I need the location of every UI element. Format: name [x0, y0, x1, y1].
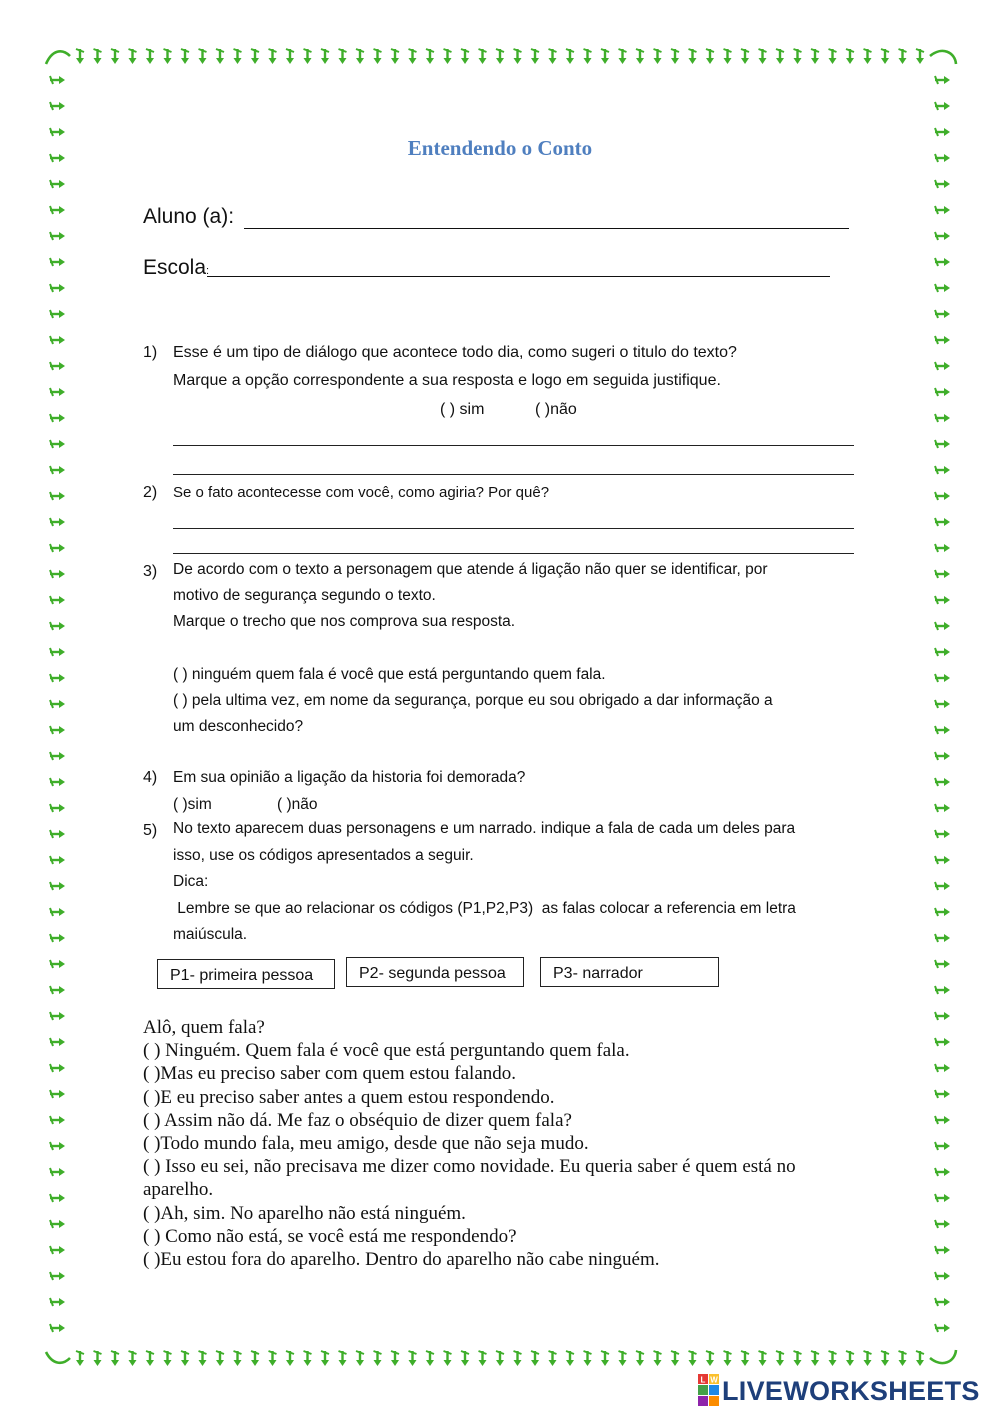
border-arrow-top [794, 49, 802, 64]
border-arrow-bottom [251, 1351, 259, 1366]
question-5-line-5: maiúscula. [173, 926, 248, 943]
border-arrow-right [935, 232, 950, 240]
border-arrow-right [935, 102, 950, 110]
border-arrow-top [899, 49, 907, 64]
border-arrow-right [935, 1012, 950, 1020]
border-arrow-top [216, 49, 224, 64]
border-arrow-top [584, 49, 592, 64]
border-arrow-left [50, 778, 65, 786]
dialogue-line-9: ( )Eu estou fora do aparelho. Dentro do aparelho não cabe ninguém. [143, 1249, 660, 1271]
question-3-line-3: Marque o trecho que nos comprova sua resposta. [173, 613, 516, 630]
question-3-choice-2-continued: um desconhecido? [173, 718, 304, 735]
border-arrow-bottom [899, 1351, 907, 1366]
border-arrow-bottom [794, 1351, 802, 1366]
border-arrow-right [935, 1220, 950, 1228]
dialogue-line-2: ( )Mas eu preciso saber com quem estou falando. [143, 1063, 517, 1085]
question-4-option-nao[interactable]: ( )não [277, 796, 318, 813]
question-1-line-2: Marque a opção correspondente a sua resposta e logo em seguida justifique. [173, 372, 721, 389]
border-arrow-top [619, 49, 627, 64]
border-arrow-top [514, 49, 522, 64]
border-arrow-left [50, 726, 65, 734]
question-4-text: Em sua opinião a ligação da historia foi demorada? [173, 769, 526, 786]
border-arrow-right [935, 882, 950, 890]
border-arrow-top [164, 49, 172, 64]
border-arrow-left [50, 960, 65, 968]
border-arrow-top [916, 49, 924, 64]
border-arrow-left [50, 1090, 65, 1098]
border-arrow-left [50, 674, 65, 682]
border-arrow-right [935, 128, 950, 136]
dialogue-line-0: Alô, quem fala? [143, 1017, 265, 1038]
question-1-line-1: Esse é um tipo de diálogo que acontece todo dia, como sugeri o titulo do texto? [173, 344, 737, 361]
code-box-p3: P3- narrador [540, 957, 719, 987]
border-arrow-bottom [199, 1351, 207, 1366]
border-arrow-left [50, 128, 65, 136]
border-arrow-top [374, 49, 382, 64]
border-arrow-bottom [916, 1351, 924, 1366]
border-arrow-right [935, 856, 950, 864]
border-arrow-bottom [724, 1351, 732, 1366]
border-arrow-top [566, 49, 574, 64]
border-arrow-left [50, 1012, 65, 1020]
logo-letter-l: L [700, 1375, 706, 1385]
dialogue-text [143, 1016, 863, 1271]
border-arrow-left [50, 1246, 65, 1254]
question-5-line-3: Dica: [173, 873, 209, 890]
border-arrow-left [50, 570, 65, 578]
border-arrow-bottom [584, 1351, 592, 1366]
border-arrow-bottom [374, 1351, 382, 1366]
border-arrow-top [549, 49, 557, 64]
dialogue-line-1: ( ) Ninguém. Quem fala é você que está perguntando quem fala. [143, 1040, 630, 1062]
border-arrow-left [50, 1168, 65, 1176]
border-arrow-bottom [636, 1351, 644, 1366]
liveworksheets-logo-icon [698, 1374, 720, 1410]
border-arrow-right [935, 986, 950, 994]
border-arrow-left [50, 1220, 65, 1228]
border-arrow-right [935, 258, 950, 266]
border-arrow-bottom [496, 1351, 504, 1366]
question-1-text [173, 339, 737, 395]
question-1-answer-line-2[interactable] [173, 474, 854, 475]
border-arrow-top [829, 49, 837, 64]
border-arrow-top [846, 49, 854, 64]
border-arrow-right [935, 206, 950, 214]
question-3-number: 3) [143, 563, 158, 580]
border-arrow-bottom [181, 1351, 189, 1366]
border-arrow-left [50, 544, 65, 552]
border-arrow-left [50, 232, 65, 240]
border-arrow-right [935, 908, 950, 916]
border-arrow-left [50, 336, 65, 344]
border-arrow-right [935, 76, 950, 84]
border-arrow-top [881, 49, 889, 64]
question-5-number: 5) [143, 822, 158, 839]
border-arrow-left [50, 804, 65, 812]
border-arrow-left [50, 1116, 65, 1124]
border-arrow-right [935, 1038, 950, 1046]
question-1-answer-line-1[interactable] [173, 445, 854, 446]
border-arrow-right [935, 830, 950, 838]
border-arrow-right [935, 1090, 950, 1098]
border-arrow-top [181, 49, 189, 64]
border-arrow-bottom [409, 1351, 417, 1366]
border-arrow-bottom [881, 1351, 889, 1366]
question-5-line-2: isso, use os códigos apresentados a seguir. [173, 846, 474, 864]
border-arrow-right [935, 1064, 950, 1072]
border-arrow-top [776, 49, 784, 64]
border-arrow-left [50, 856, 65, 864]
border-arrow-left [50, 206, 65, 214]
border-arrow-top [654, 49, 662, 64]
border-arrow-left [50, 258, 65, 266]
border-arrow-top [426, 49, 434, 64]
border-arrow-left [50, 700, 65, 708]
logo-letter-w: W [710, 1375, 718, 1385]
school-colon: : [206, 265, 210, 277]
border-arrow-bottom [391, 1351, 399, 1366]
border-arrow-bottom [531, 1351, 539, 1366]
border-arrow-right [935, 804, 950, 812]
border-arrow-right [935, 596, 950, 604]
border-arrow-left [50, 76, 65, 84]
border-arrow-top [741, 49, 749, 64]
border-arrow-top [811, 49, 819, 64]
border-arrow-right [935, 466, 950, 474]
border-arrow-right [935, 388, 950, 396]
border-arrow-top [269, 49, 277, 64]
border-arrow-bottom [94, 1351, 102, 1366]
dialogue-line-4: ( ) Assim não dá. Me faz o obséquio de dizer quem fala? [143, 1109, 572, 1131]
dialogue-line-3: ( )E eu preciso saber antes a quem estou respondendo. [143, 1086, 555, 1108]
border-arrow-top [636, 49, 644, 64]
border-arrow-bottom [164, 1351, 172, 1366]
border-arrow-top [864, 49, 872, 64]
border-arrow-bottom [671, 1351, 679, 1366]
border-arrow-top [146, 49, 154, 64]
border-arrow-left [50, 492, 65, 500]
border-arrow-right [935, 1246, 950, 1254]
border-arrow-right [935, 960, 950, 968]
border-arrow-left [50, 648, 65, 656]
border-arrow-bottom [216, 1351, 224, 1366]
border-arrow-right [935, 726, 950, 734]
border-arrow-top [671, 49, 679, 64]
border-arrow-right [935, 284, 950, 292]
border-arrow-bottom [304, 1351, 312, 1366]
border-arrow-left [50, 934, 65, 942]
code-box-p1: P1- primeira pessoa [157, 959, 335, 989]
border-arrow-top [199, 49, 207, 64]
question-2-answer-line-2[interactable] [173, 553, 854, 554]
border-arrow-top [76, 49, 84, 64]
border-arrow-left [50, 180, 65, 188]
border-arrow-right [935, 310, 950, 318]
border-arrow-left [50, 466, 65, 474]
border-arrow-right [935, 648, 950, 656]
border-arrow-bottom [864, 1351, 872, 1366]
border-arrow-top [111, 49, 119, 64]
school-label: Escola [143, 256, 207, 279]
border-arrow-top [461, 49, 469, 64]
border-arrow-top [251, 49, 259, 64]
border-arrow-right [935, 440, 950, 448]
border-arrow-bottom [129, 1351, 137, 1366]
border-arrow-bottom [234, 1351, 242, 1366]
border-arrow-right [935, 518, 950, 526]
border-arrow-bottom [286, 1351, 294, 1366]
question-1-number: 1) [143, 344, 158, 361]
border-arrow-bottom [76, 1351, 84, 1366]
question-5-line-4: Lembre se que ao relacionar os códigos (P1,P2,P3) as falas colocar a referencia em letra [173, 899, 796, 917]
border-arrow-left [50, 388, 65, 396]
border-arrow-right [935, 1194, 950, 1202]
border-arrow-left [50, 908, 65, 916]
border-arrow-right [935, 1168, 950, 1176]
border-arrow-top [94, 49, 102, 64]
border-arrow-bottom [654, 1351, 662, 1366]
border-arrow-top [531, 49, 539, 64]
question-3-line-2: motivo de segurança segundo o texto. [173, 587, 436, 604]
border-arrow-left [50, 1142, 65, 1150]
question-5-line-1: No texto aparecem duas personagens e um narrado. indique a fala de cada um deles para [173, 820, 796, 837]
border-arrow-left [50, 102, 65, 110]
border-arrow-bottom [619, 1351, 627, 1366]
border-arrow-top [356, 49, 364, 64]
border-arrow-top [234, 49, 242, 64]
border-arrow-top [601, 49, 609, 64]
question-4-option-sim[interactable]: ( )sim [173, 796, 212, 813]
border-arrow-right [935, 570, 950, 578]
border-arrow-bottom [741, 1351, 749, 1366]
border-arrow-top [689, 49, 697, 64]
border-arrow-right [935, 1272, 950, 1280]
border-arrow-right [935, 1142, 950, 1150]
border-arrow-right [935, 700, 950, 708]
border-arrow-bottom [479, 1351, 487, 1366]
border-arrow-right [935, 934, 950, 942]
border-arrow-top [479, 49, 487, 64]
border-arrow-bottom [146, 1351, 154, 1366]
border-arrow-left [50, 518, 65, 526]
border-arrow-bottom [706, 1351, 714, 1366]
border-arrow-left [50, 284, 65, 292]
border-arrow-right [935, 180, 950, 188]
border-arrow-right [935, 544, 950, 552]
border-arrow-left [50, 1298, 65, 1306]
border-arrow-top [444, 49, 452, 64]
liveworksheets-brand[interactable]: LIVEWORKSHEETS [722, 1376, 980, 1406]
code-box-p2: P2- segunda pessoa [346, 957, 524, 987]
dialogue-line-8: ( ) Como não está, se você está me respondendo? [143, 1225, 517, 1247]
question-3-choice-2[interactable]: ( ) pela ultima vez, em nome da segurança, porque eu sou obrigado a dar informação a [173, 692, 773, 709]
border-arrow-bottom [846, 1351, 854, 1366]
border-arrow-right [935, 1116, 950, 1124]
border-arrow-right [935, 622, 950, 630]
border-arrow-right [935, 362, 950, 370]
border-arrow-top [759, 49, 767, 64]
border-arrow-top [339, 49, 347, 64]
border-arrow-top [496, 49, 504, 64]
border-arrow-bottom [426, 1351, 434, 1366]
border-arrow-bottom [566, 1351, 574, 1366]
border-arrow-bottom [356, 1351, 364, 1366]
border-arrow-top [286, 49, 294, 64]
border-arrow-bottom [269, 1351, 277, 1366]
question-2-answer-line-1[interactable] [173, 528, 854, 529]
school-label-group [143, 256, 209, 280]
border-arrow-bottom [321, 1351, 329, 1366]
border-arrow-bottom [689, 1351, 697, 1366]
border-arrow-left [50, 830, 65, 838]
question-3-line-1: De acordo com o texto a personagem que atende á ligação não quer se identificar, por [173, 561, 768, 578]
border-arrow-top [706, 49, 714, 64]
border-arrow-left [50, 1324, 65, 1332]
dialogue-line-7: ( )Ah, sim. No aparelho não está ninguém. [143, 1202, 466, 1224]
border-arrow-bottom [461, 1351, 469, 1366]
border-arrow-top [724, 49, 732, 64]
student-name-line[interactable] [244, 228, 849, 229]
border-arrow-top [409, 49, 417, 64]
border-arrow-right [935, 1324, 950, 1332]
question-1-option-sim[interactable]: ( ) sim [440, 401, 485, 418]
border-arrow-bottom [339, 1351, 347, 1366]
border-arrow-left [50, 1272, 65, 1280]
border-arrow-top [391, 49, 399, 64]
border-arrow-bottom [829, 1351, 837, 1366]
border-arrow-bottom [601, 1351, 609, 1366]
border-arrow-bottom [111, 1351, 119, 1366]
border-arrow-left [50, 752, 65, 760]
question-4-number: 4) [143, 769, 158, 786]
border-arrow-bottom [444, 1351, 452, 1366]
border-arrow-left [50, 1038, 65, 1046]
border-arrow-bottom [776, 1351, 784, 1366]
question-2-text: Se o fato acontecesse com você, como agiria? Por quê? [173, 484, 550, 501]
border-arrow-right [935, 336, 950, 344]
border-arrow-right [935, 778, 950, 786]
question-3-text [173, 557, 768, 635]
border-arrow-left [50, 986, 65, 994]
border-arrow-top [129, 49, 137, 64]
question-3-choice-1[interactable]: ( ) ninguém quem fala é você que está perguntando quem fala. [173, 666, 606, 683]
border-arrow-bottom [549, 1351, 557, 1366]
border-arrow-left [50, 596, 65, 604]
border-arrow-left [50, 362, 65, 370]
dialogue-line-5: ( )Todo mundo fala, meu amigo, desde que não seja mudo. [143, 1133, 589, 1155]
student-label: Aluno (a): [143, 205, 235, 228]
border-arrow-bottom [759, 1351, 767, 1366]
border-arrow-left [50, 622, 65, 630]
border-arrow-left [50, 1194, 65, 1202]
border-arrow-right [935, 492, 950, 500]
border-arrow-right [935, 1298, 950, 1306]
school-name-line[interactable] [207, 276, 830, 277]
border-arrow-bottom [514, 1351, 522, 1366]
border-arrow-left [50, 1064, 65, 1072]
question-5-text [173, 816, 796, 949]
border-arrow-top [321, 49, 329, 64]
question-1-option-nao[interactable]: ( )não [535, 401, 577, 418]
dialogue-line-6: ( ) Isso eu sei, não precisava me dizer como novidade. Eu queria saber é quem está no aparelho. [143, 1156, 796, 1201]
border-arrow-left [50, 310, 65, 318]
border-arrow-left [50, 882, 65, 890]
worksheet-title: Entendendo o Conto [407, 136, 593, 160]
border-arrow-right [935, 414, 950, 422]
border-arrow-left [50, 414, 65, 422]
border-arrow-left [50, 440, 65, 448]
border-arrow-right [935, 752, 950, 760]
border-arrow-right [935, 674, 950, 682]
border-arrow-bottom [811, 1351, 819, 1366]
border-arrow-top [304, 49, 312, 64]
question-2-number: 2) [143, 484, 158, 501]
